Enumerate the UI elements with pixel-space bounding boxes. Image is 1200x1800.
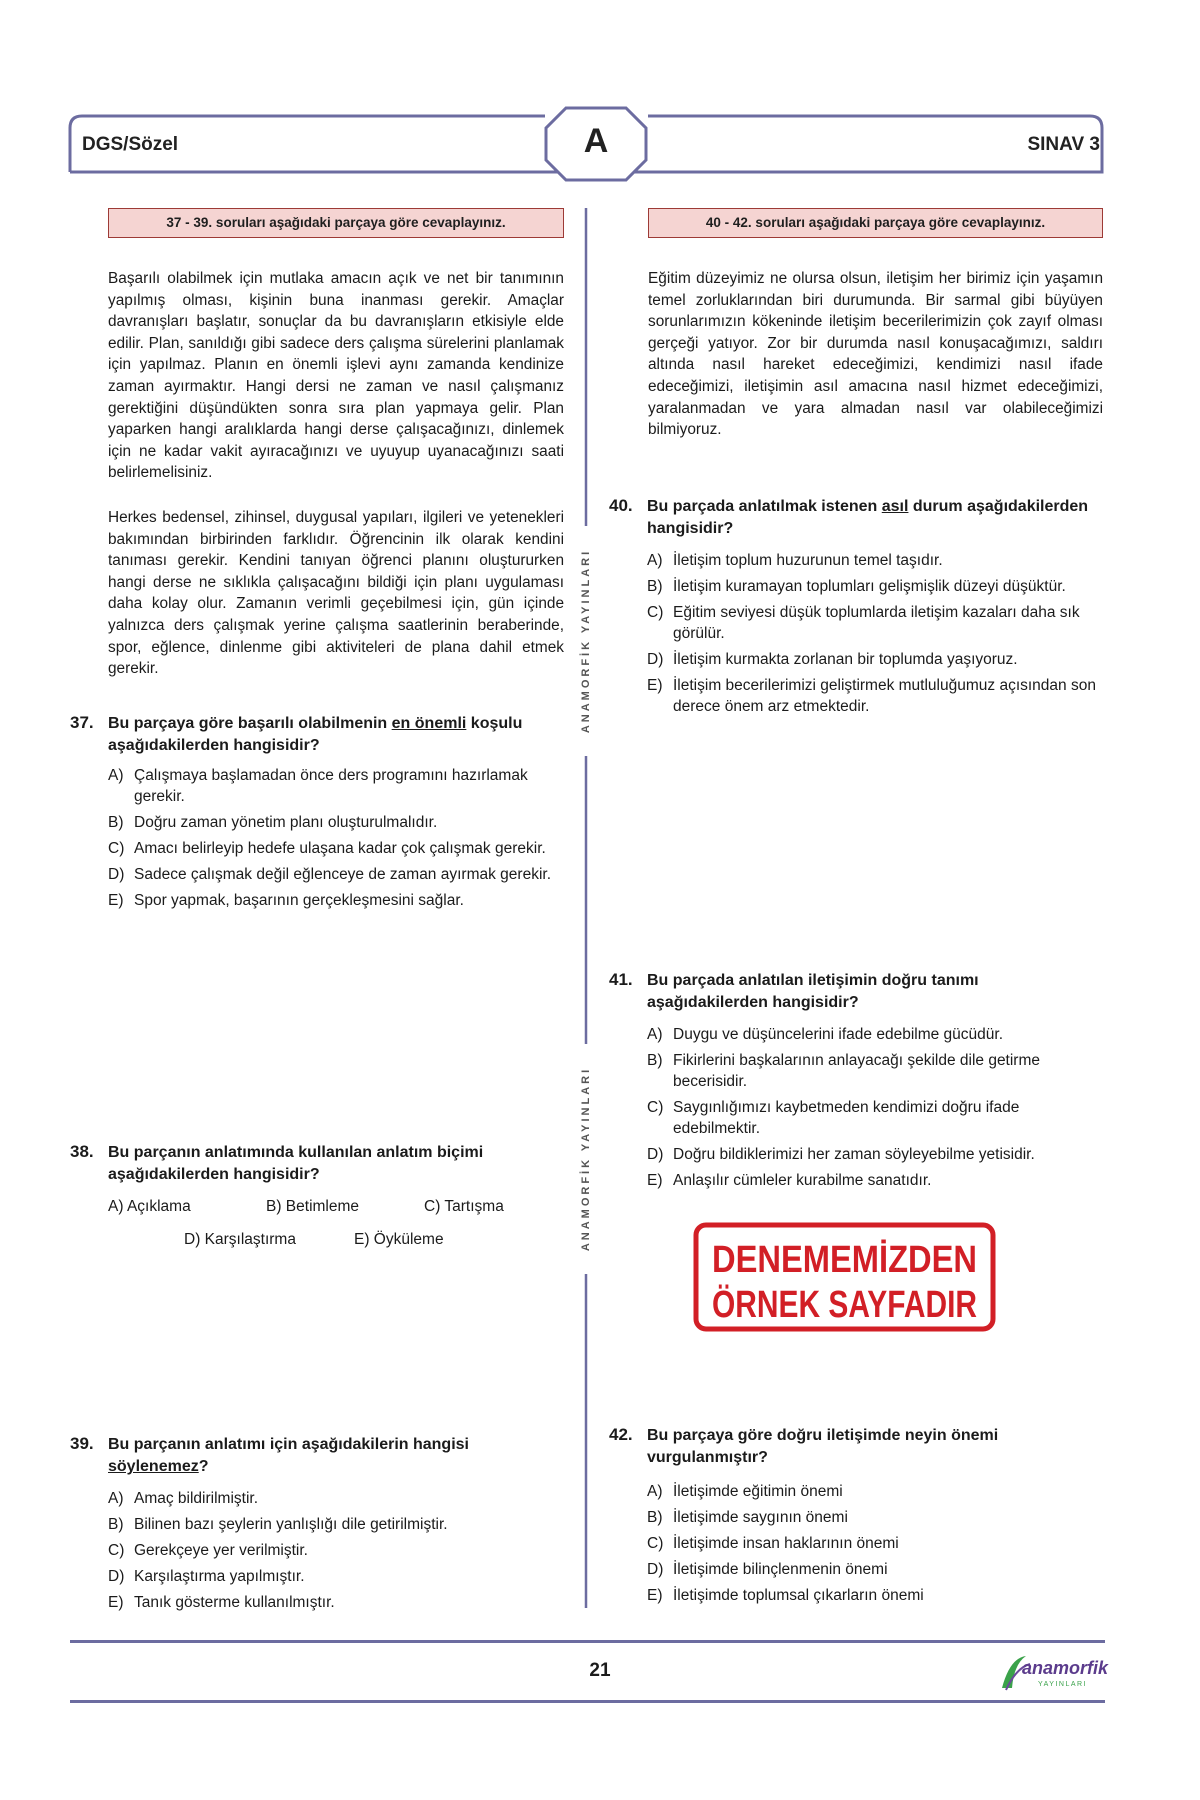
question-number: 40. [609,496,633,515]
option-b[interactable]: B) Doğru zaman yönetim planı oluşturulmalıdır. [108,814,438,831]
booklet-letter: A [583,122,609,160]
option-e[interactable]: E) Tanık gösterme kullanılmıştır. [108,1594,335,1611]
option-b[interactable]: B) Bilinen bazı şeylerin yanlışlığı dile getirilmiştir. [108,1516,448,1533]
option-e[interactable]: E) Anlaşılır cümleler kurabilme sanatıdır. [647,1172,932,1189]
publisher-logo [1000,1650,1110,1694]
footer-line-bottom [70,1700,1105,1703]
option-c[interactable]: C) Tartışma [424,1198,504,1215]
passage-right: Eğitim düzeyimiz ne olursa olsun, iletişim her birimiz için yaşamın temel zorluklarından biri durumunda. Bir sarmal gibi büyüyen sorunlarımızın kökeninde iletişim becerilerimizin çok zayıf olması gerçeği yatıyor. Zor bir durumda nasıl konuşacağımızı, saldırı altında nasıl hareket edeceğimizi, kendimizi nasıl ifade edeceğimizi, iletişimin asıl amacına nasıl hizmet edeceğimizi, yaralanmadan ve yara almadan nasıl var olabileceğimizi bilmiyoruz. [648,270,1103,439]
option-c[interactable]: C) Saygınlığımızı kaybetmeden kendimizi doğru ifade edebilmektir. [647,1099,1020,1137]
option-a[interactable]: A) Duygu ve düşüncelerini ifade edebilme gücüdür. [647,1026,1004,1043]
option-d[interactable]: D) Karşılaştırma [184,1231,296,1248]
question-stem: Bu parçada anlatılmak istenen asıl durum aşağıdakilerden hangisidir? [647,498,1089,537]
option-c[interactable]: C) Amacı belirleyip hedefe ulaşana kadar çok çalışmak gerekir. [108,840,546,857]
stamp-line-2: ÖRNEK SAYFADIR [712,1284,1049,1326]
option-d[interactable]: D) Doğru bildiklerimizi her zaman söyleyebilme yetisidir. [647,1146,1035,1163]
question-number: 42. [609,1425,633,1444]
option-d[interactable]: D) İletişimde bilinçlenmenin önemi [647,1561,888,1578]
instruction-bar-left: 37 - 39. soruları aşağıdaki parçaya göre cevaplayınız. [108,208,564,238]
page-number: 21 [589,1660,611,1681]
option-a[interactable]: A) İletişim toplum huzurunun temel taşıdır. [647,552,943,569]
option-b[interactable]: B) Fikirlerini başkalarının anlayacağı şekilde dile getirme becerisidir. [647,1052,1041,1090]
passage-left-paragraph-1: Başarılı olabilmek için mutlaka amacın açık ve net bir tanımının yapılmış olması, kişinin buna inanması gerekir. Amaçlar davranışları başlatır, sonuçlar da bu davranışların etkisiyle elde edilir. Plan, sanıldığı gibi sadece ders çalışma sürelerini planlamak için yapılmaz. Planın en önemli işlevi aynı zamanda kendinize zaman ayırmaktır. Hangi dersi ne zaman ve nasıl çalışmanız gerektiğini düşündükten sonra sıra plan yapmaya gelir. Plan yaparken hangi aralıklarda hangi derse çalışacağınızı, dinlemek için ne kadar vakit ayıracağınızı ve uyuyup uyanacağınızı saati belirlemelisiniz. [108,270,564,482]
stamp-line-1: DENEMEMİZDEN [712,1239,977,1281]
option-c[interactable]: C) İletişimde insan haklarının önemi [647,1535,899,1552]
options-list [647,1481,1103,1611]
options-list [647,1024,1103,1196]
option-a[interactable]: A) Çalışmaya başlamadan önce ders programını hazırlamak gerekir. [108,767,528,805]
option-a[interactable]: A) Açıklama [108,1198,191,1215]
option-b[interactable]: B) İletişim kuramayan toplumları gelişmişlik düzeyi düşüktür. [647,578,1066,595]
svg-text:anamorfik: anamorfik [1022,1658,1109,1678]
svg-text:YAYINLARI: YAYINLARI [1038,1681,1088,1688]
question-number: 37. [70,713,94,732]
question-stem: Bu parçanın anlatımı için aşağıdakilerin hangisi söylenemez? [108,1436,469,1475]
options-list [647,550,1103,722]
option-a[interactable]: A) Amaç bildirilmiştir. [108,1490,259,1507]
exam-section-title: DGS/Sözel [82,134,179,155]
footer-line-top [70,1640,1105,1643]
exam-number: SINAV 3 [1027,134,1100,155]
option-d[interactable]: D) Sadece çalışmak değil eğlenceye de zaman ayırmak gerekir. [108,866,551,883]
option-b[interactable]: B) Betimleme [266,1198,360,1215]
header-frame [0,0,1200,200]
option-e[interactable]: E) Öyküleme [354,1231,444,1248]
option-e[interactable]: E) Spor yapmak, başarının gerçekleşmesini sağlar. [108,892,464,909]
question-number: 38. [70,1142,94,1161]
options-list [108,1488,564,1618]
option-e[interactable]: E) İletişim becerilerimizi geliştirmek mutluluğumuz açısından son derece önem arz etmektedir. [647,677,1096,715]
question-stem: Bu parçaya göre başarılı olabilmenin en önemli koşulu aşağıdakilerden hangisidir? [108,715,523,754]
option-d[interactable]: D) İletişim kurmakta zorlanan bir toplumda yaşıyoruz. [647,651,1018,668]
question-stem: Bu parçanın anlatımında kullanılan anlatım biçimi aşağıdakilerden hangisidir? [108,1144,484,1183]
options-grid [108,1198,564,1258]
option-e[interactable]: E) İletişimde toplumsal çıkarların önemi [647,1587,924,1604]
option-c[interactable]: C) Eğitim seviyesi düşük toplumlarda iletişim kazaları daha sık görülür. [647,604,1080,642]
option-c[interactable]: C) Gerekçeye yer verilmiştir. [108,1542,308,1559]
question-stem: Bu parçaya göre doğru iletişimde neyin önemi vurgulanmıştır? [647,1427,999,1466]
option-d[interactable]: D) Karşılaştırma yapılmıştır. [108,1568,305,1585]
question-number: 41. [609,970,633,989]
question-stem: Bu parçada anlatılan iletişimin doğru tanımı aşağıdakilerden hangisidir? [647,972,979,1011]
option-b[interactable]: B) İletişimde saygının önemi [647,1509,848,1526]
instruction-bar-right: 40 - 42. soruları aşağıdaki parçaya göre cevaplayınız. [648,208,1103,238]
option-a[interactable]: A) İletişimde eğitimin önemi [647,1483,843,1500]
passage-left-paragraph-2: Herkes bedensel, zihinsel, duygusal yapıları, ilgileri ve yetenekleri bakımından birbirinden farklıdır. Öğrencinin ilk olarak kendini tanıması gerekir. Kendini tanıyan öğrenci planını oluştururken hangi derse ne sıklıkla çalışacağını bildiği için planı uygulaması daha kolay olur. Zamanın verimli geçebilmesi için, gün içinde yalnızca ders çalışmak yerine çalışma saatlerinin beraberinde, spor, eğlence, dinlenme gibi aktiviteleri de plana dahil etmek gerekir. [108,509,564,678]
sample-page-stamp [693,1222,1049,1332]
column-divider [579,208,593,1608]
options-list [108,765,564,916]
question-number: 39. [70,1434,94,1453]
